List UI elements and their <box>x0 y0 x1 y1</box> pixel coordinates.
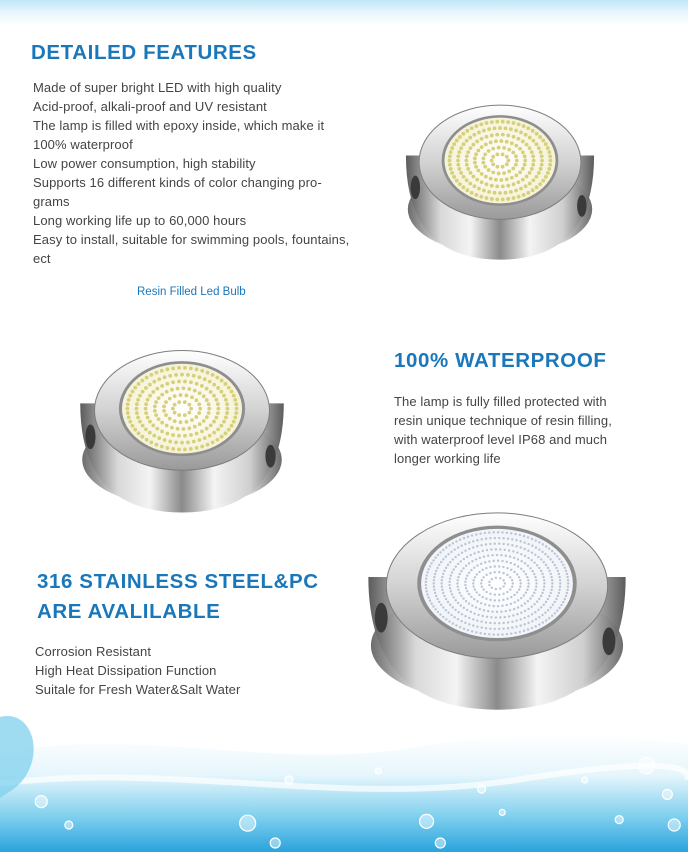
stainless-line: High Heat Dissipation Function <box>35 663 217 678</box>
stainless-line: Suitale for Fresh Water&Salt Water <box>35 682 241 697</box>
waterproof-line: resin unique technique of resin filling, <box>394 413 612 428</box>
feature-line: Acid-proof, alkali-proof and UV resistant <box>33 99 267 114</box>
waterproof-heading: 100% WATERPROOF <box>394 349 607 372</box>
stainless-line: Corrosion Resistant <box>35 644 152 659</box>
pool-lamp-icon <box>76 340 288 516</box>
stainless-heading-line-2: ARE AVALILABLE <box>37 600 221 623</box>
stainless-heading-line-1: 316 STAINLESS STEEL&PC <box>37 570 319 593</box>
feature-line: Supports 16 different kinds of color changing pro- <box>33 175 322 190</box>
feature-line: 100% waterproof <box>33 137 133 152</box>
waterproof-line: with waterproof level IP68 and much <box>394 432 608 447</box>
resin-bulb-caption: Resin Filled Led Bulb <box>137 286 246 298</box>
feature-line: The lamp is filled with epoxy inside, which make it <box>33 118 325 133</box>
stainless-heading <box>37 567 319 627</box>
feature-line: Long working life up to 60,000 hours <box>33 213 247 228</box>
waterproof-line: The lamp is fully filled protected with <box>394 394 607 409</box>
feature-line: Low power consumption, high stability <box>33 156 256 171</box>
top-water-strip <box>0 0 688 26</box>
detailed-features-list <box>33 78 349 268</box>
feature-line: Easy to install, suitable for swimming pools, fountains, <box>33 232 350 247</box>
water-splash-icon <box>0 672 688 852</box>
detailed-features-heading: DETAILED FEATURES <box>31 41 257 64</box>
feature-line: ect <box>33 251 51 266</box>
feature-line: Made of super bright LED with high quality <box>33 80 282 95</box>
feature-line: grams <box>33 194 70 209</box>
waterproof-line: longer working life <box>394 451 501 466</box>
waterproof-description <box>394 392 612 468</box>
stainless-feature-list <box>35 642 240 699</box>
pool-lamp-icon <box>402 95 598 263</box>
